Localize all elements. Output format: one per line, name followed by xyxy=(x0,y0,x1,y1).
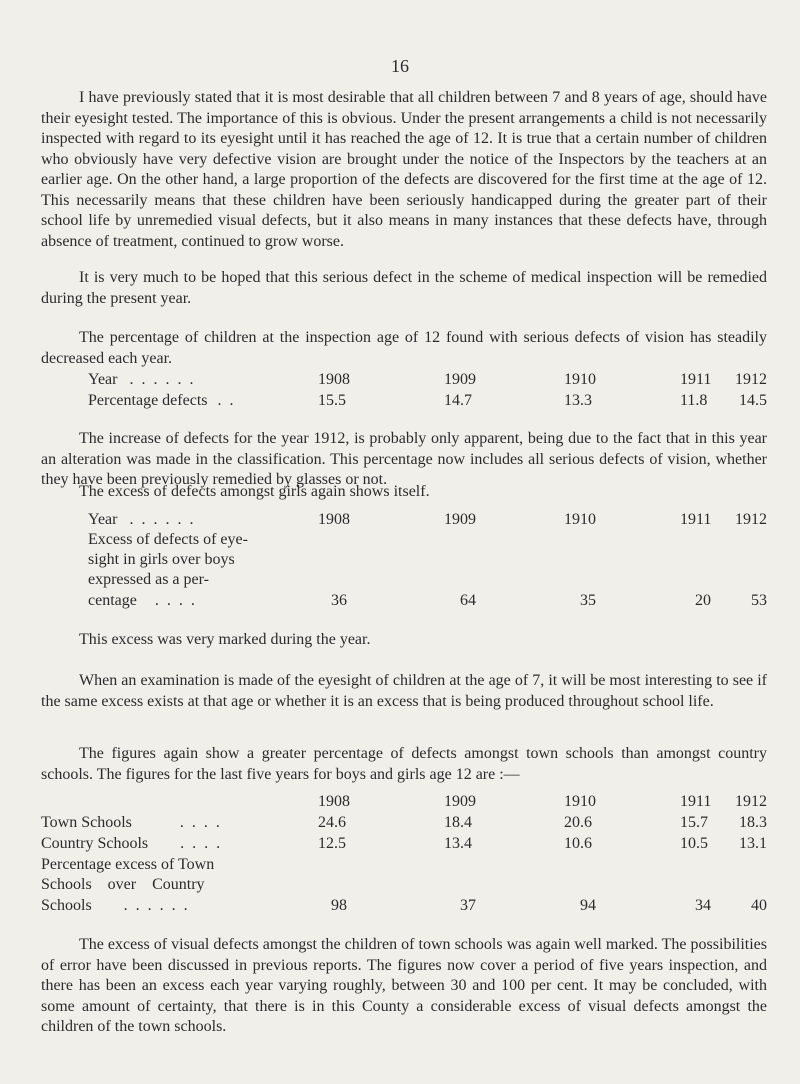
table3-year-1911: 1911 xyxy=(680,793,712,810)
table1-year-label: Year . . . . . . xyxy=(88,371,196,388)
table3-excess-1912: 40 xyxy=(751,897,767,914)
table1-year-1910: 1910 xyxy=(564,371,596,388)
paragraph-town-country: The figures again show a greater percentage of defects amongst town schools than amongst country schools. The figures for the last five years for boys and girls age 12 are :— xyxy=(41,745,767,783)
table3-country-1911: 10.5 xyxy=(680,835,708,852)
table3-town-1911: 15.7 xyxy=(680,814,708,831)
table3-excess-1909: 37 xyxy=(460,897,476,914)
table2-value-1909: 64 xyxy=(460,592,476,609)
table3-year-1912: 1912 xyxy=(735,793,767,810)
table3-town-1912: 18.3 xyxy=(739,814,767,831)
table1-value-1910: 13.3 xyxy=(564,392,592,409)
table1-year-1909: 1909 xyxy=(444,371,476,388)
table3-town-label: Town Schools . . . . xyxy=(41,814,222,831)
table2-year-1912: 1912 xyxy=(735,511,767,528)
table2-year-label: Year . . . . . . xyxy=(88,511,196,528)
table1-value-1912: 14.5 xyxy=(739,392,767,409)
table3-year-1910: 1910 xyxy=(564,793,596,810)
table2-value-1912: 53 xyxy=(751,592,767,609)
table3-country-1912: 13.1 xyxy=(739,835,767,852)
table2-year-1908: 1908 xyxy=(318,511,350,528)
table3-year-1908: 1908 xyxy=(318,793,350,810)
table2-label-line-3: expressed as a per- xyxy=(88,571,209,588)
table1-year-1912: 1912 xyxy=(735,371,767,388)
table2-year-1911: 1911 xyxy=(680,511,712,528)
paragraph-marked-excess: This excess was very marked during the year. xyxy=(79,631,371,648)
table1-year-1911: 1911 xyxy=(680,371,712,388)
table1-year-1908: 1908 xyxy=(318,371,350,388)
table3-excess-1910: 94 xyxy=(580,897,596,914)
paragraph-girls-excess: The excess of defects amongst girls again shows itself. xyxy=(79,483,430,500)
table2-value-1908: 36 xyxy=(331,592,347,609)
table3-country-1909: 13.4 xyxy=(444,835,472,852)
table1-value-1909: 14.7 xyxy=(444,392,472,409)
table2-value-1911: 20 xyxy=(695,592,711,609)
table1-value-label: Percentage defects . . xyxy=(88,392,236,409)
paragraph-increase-1912: The increase of defects for the year 1912, is probably only apparent, being due to the fact that in this year an alteration was made in the classification. This percentage now includes all serious defects of vision, whether they have been previously remedied by glasses or not. xyxy=(41,430,767,488)
table3-town-1908: 24.6 xyxy=(318,814,346,831)
paragraph-age-seven: When an examination is made of the eyesight of children at the age of 7, it will be most interesting to see if the same excess exists at that age or whether it is an excess that is being produced throughout school life. xyxy=(41,672,767,710)
table2-year-1910: 1910 xyxy=(564,511,596,528)
table3-country-label: Country Schools . . . . xyxy=(41,835,223,852)
table3-excess-1911: 34 xyxy=(695,897,711,914)
table1-value-1908: 15.5 xyxy=(318,392,346,409)
table3-excess-label-line-1: Percentage excess of Town xyxy=(41,856,215,873)
table2-label-line-2: sight in girls over boys xyxy=(88,551,235,568)
table3-excess-1908: 98 xyxy=(331,897,347,914)
paragraph-hoped-remedied: It is very much to be hoped that this serious defect in the scheme of medical inspection will be remedied during the present year. xyxy=(41,269,767,307)
table2-year-1909: 1909 xyxy=(444,511,476,528)
table2-label-line-1: Excess of defects of eye- xyxy=(88,531,248,548)
table2-value-1910: 35 xyxy=(580,592,596,609)
table3-country-1910: 10.6 xyxy=(564,835,592,852)
table3-town-1910: 20.6 xyxy=(564,814,592,831)
table2-label-line-4: centage . . . . xyxy=(88,592,197,609)
table3-town-1909: 18.4 xyxy=(444,814,472,831)
page-number: 16 xyxy=(391,56,409,76)
paragraph-town-excess-conclusion: The excess of visual defects amongst the children of town schools was again well marked. The possibilities of error have been discussed in previous reports. The figures now cover a period of five years inspection, and there has been an excess each year varying roughly, between 30 and 100 per cent. It may be concluded, with some amount of certainty, that there is in this County a considerable excess of visual defects amongst the children of the town schools. xyxy=(41,936,767,1035)
paragraph-percentage-decreased: The percentage of children at the inspection age of 12 found with serious defects of vision has steadily decreased each year. xyxy=(41,329,767,367)
table3-excess-label-line-3: Schools . . . . . . xyxy=(41,897,190,914)
paragraph-eyesight-age: I have previously stated that it is most desirable that all children between 7 and 8 years of age, should have their eyesight tested. The importance of this is obvious. Under the present arrangements a child is not necessarily inspected with regard to its eyesight until it has reached the age of 12. It is true that a certain number of children who obviously have very defective vision are brought under the notice of the Inspectors by the teachers at an earlier age. On the other hand, a large proportion of the defects are discovered for the first time at the age of 12. This necessarily means that these children have been seriously handicapped during the greater part of their school life by unremedied visual defects, but it also means in many instances that these defects have, through absence of treatment, continued to grow worse. xyxy=(41,89,767,250)
table3-year-1909: 1909 xyxy=(444,793,476,810)
table1-value-1911: 11.8 xyxy=(680,392,708,409)
table3-country-1908: 12.5 xyxy=(318,835,346,852)
table3-excess-label-line-2: Schools over Country xyxy=(41,876,205,893)
